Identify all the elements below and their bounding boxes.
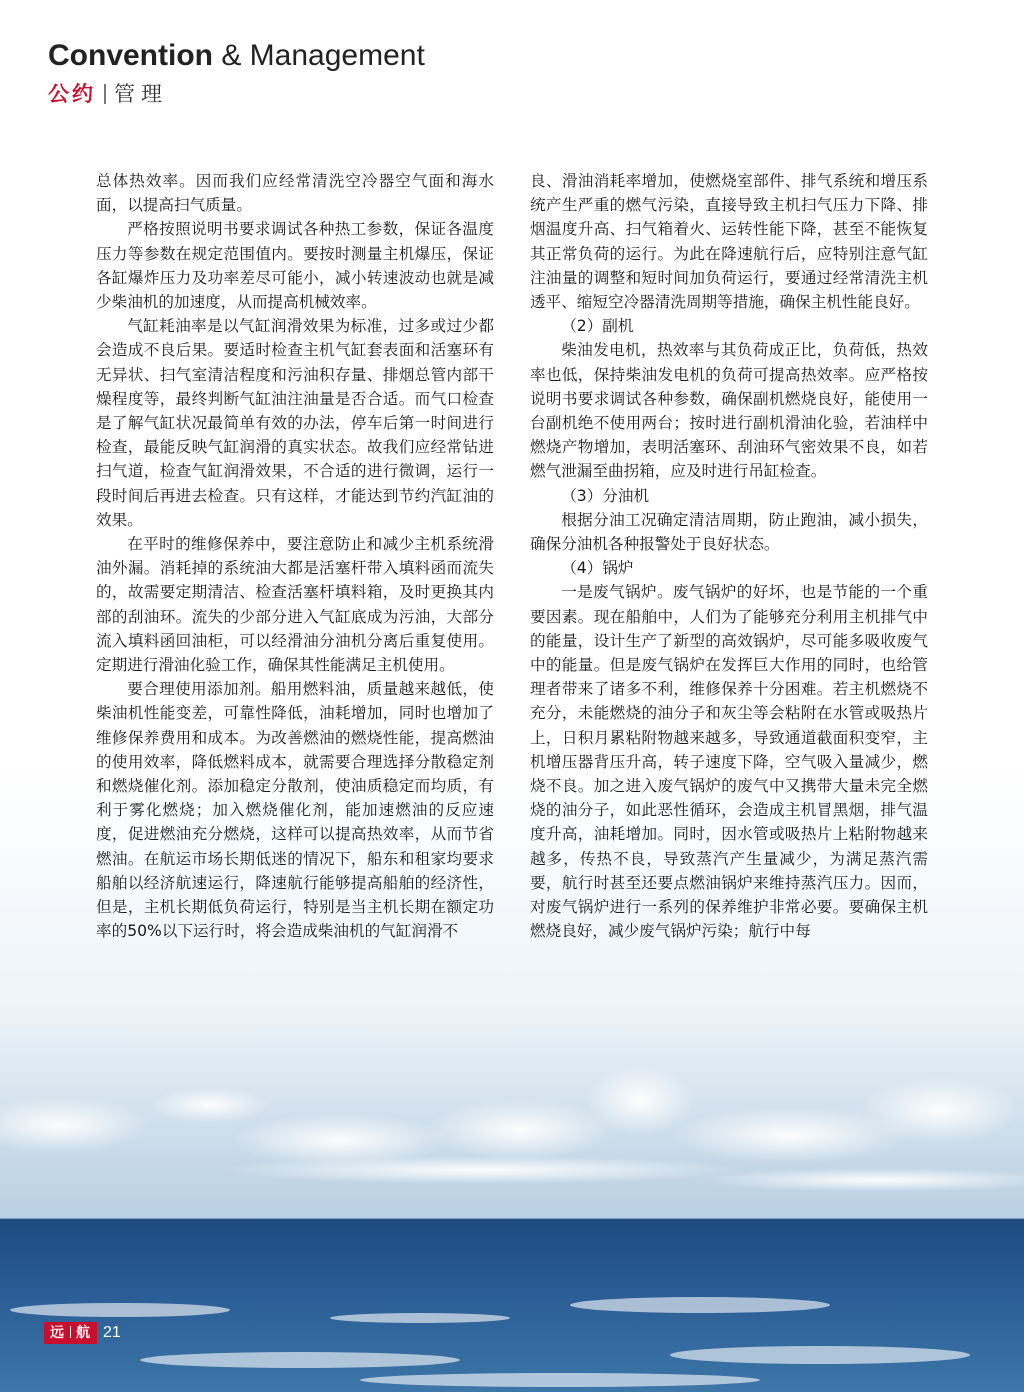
paragraph: 在平时的维修保养中，要注意防止和减少主机系统滑油外漏。消耗掉的系统油大都是活塞杆带入填料函而流失的，故需要定期清洁、检查活塞杆填料箱，及时更换其内部的刮油环。流失的少部分进入气缸底成为污油，大部分流入填料函回油柜，可以经滑油分油机分离后重复使用。定期进行滑油化验工作，确保其性能满足主机使用。 xyxy=(96,535,494,675)
logo-divider xyxy=(70,1326,71,1338)
logo-char-left: 远 xyxy=(50,1325,65,1341)
paragraph: 气缸耗油率是以气缸润滑效果为标准，过多或过少都会造成不良后果。要适时检查主机气缸套表面和活塞环有无异状、扫气室清洁程度和污油积存量、排烟总管内部干燥程度等，最终判断气缸油注油量是否合适。而气口检查是了解气缸状况最简单有效的办法，停车后第一时间进行检查，最能反映气缸润滑的真实状态。故我们应经常钻进扫气道，检查气缸润滑效果，不合适的进行微调，运行一段时间后再进去检查。只有这样，才能达到节约汽缸油的效果。 xyxy=(96,317,494,529)
section-header xyxy=(48,38,425,108)
paragraph: 良、滑油消耗率增加，使燃烧室部件、排气系统和增压系统产生严重的燃气污染，直接导致主机扫气压力下降、排烟温度升高、扫气箱着火、运转性能下降，甚至不能恢复其正常负荷的运行。为此在降速航行后，应特别注意气缸注油量的调整和短时间加负荷运行，要通过经常清洗主机透平、缩短空冷器清洗周期等措施，确保主机性能良好。 xyxy=(530,172,928,312)
right-text-column xyxy=(530,169,928,944)
paragraph: 严格按照说明书要求调试各种热工参数，保证各温度压力等参数在规定范围值内。要按时测量主机爆压，保证各缸爆炸压力及功率差尽可能小，减小转速波动也就是减少柴油机的加速度，从而提高机械效率。 xyxy=(96,220,494,312)
title-management: & Management xyxy=(213,39,425,72)
paragraph: （4）锅炉 xyxy=(561,559,634,578)
subtitle-management: 管理 xyxy=(114,82,168,106)
paragraph: 根据分油工况确定清洁周期，防止跑油，减小损失，确保分油机各种报警处于良好状态。 xyxy=(530,510,928,554)
page-number: 21 xyxy=(103,1324,121,1341)
paragraph: 柴油发电机，热效率与其负荷成正比，负荷低，热效率也低，保持柴油发电机的负荷可提高热效率。应严格按说明书要求调试各种参数，确保副机燃烧良好，能使用一台副机绝不使用两台；按时进行副机滑油化验，若油样中燃烧产物增加，表明活塞环、刮油环气密效果不良，如若燃气泄漏至曲拐箱，应及时进行吊缸检查。 xyxy=(530,341,928,481)
paragraph: 一是废气锅炉。废气锅炉的好坏，也是节能的一个重要因素。现在船舶中，人们为了能够充分利用主机排气中的能量，设计生产了新型的高效锅炉，尽可能多吸收废气中的能量。但是废气锅炉在发挥巨大作用的同时，也给管理者带来了诸多不利，维修保养十分困难。若主机燃烧不充分，未能燃烧的油分子和灰尘等会粘附在水管或吸热片上，日积月累粘附物越来越多，导致通道截面积变窄，主机增压器背压升高，转子速度下降，空气吸入量减少，燃烧不良。加之进入废气锅炉的废气中又携带大量未完全燃烧的油分子，如此恶性循环，会造成主机冒黑烟，排气温度升高，油耗增加。同时，因水管或吸热片上粘附物越来越多，传热不良，导致蒸汽产生量减少，为满足蒸汽需要，航行时甚至还要点燃油锅炉来维持蒸汽压力。因而，对废气锅炉进行一系列的保养维护非常必要。要确保主机燃烧良好，减少废气锅炉污染；航行中每 xyxy=(530,583,928,941)
subtitle-divider xyxy=(104,84,106,104)
section-subtitle xyxy=(48,80,425,108)
section-title xyxy=(48,38,425,74)
page-footer xyxy=(44,1322,121,1344)
magazine-logo xyxy=(44,1322,97,1344)
paragraph: 要合理使用添加剂。船用燃料油，质量越来越低，使柴油机性能变差，可靠性降低，油耗增加，同时也增加了维修保养费用和成本。为改善燃油的燃烧性能，提高燃油的使用效率，降低燃料成本，就需要合理选择分散稳定剂和燃烧催化剂。添加稳定分散剂，使油质稳定而均质，有利于雾化燃烧；加入燃烧催化剂，能加速燃油的反应速度，促进燃油充分燃烧，这样可以提高热效率，从而节省燃油。在航运市场长期低迷的情况下，船东和租家均要求船舶以经济航速运行，降速航行能够提高船舶的经济性，但是，主机长期低负荷运行，特别是当主机长期在额定功率的50%以下运行时，将会造成柴油机的气缸润滑不 xyxy=(96,680,494,941)
left-text-column xyxy=(96,169,494,944)
paragraph: （2）副机 xyxy=(561,317,634,336)
title-convention: Convention xyxy=(48,39,213,72)
paragraph: （3）分油机 xyxy=(561,486,650,505)
subtitle-convention: 公约 xyxy=(48,82,96,106)
paragraph: 总体热效率。因而我们应经常清洗空冷器空气面和海水面，以提高扫气质量。 xyxy=(96,172,494,215)
logo-char-right: 航 xyxy=(76,1325,91,1341)
